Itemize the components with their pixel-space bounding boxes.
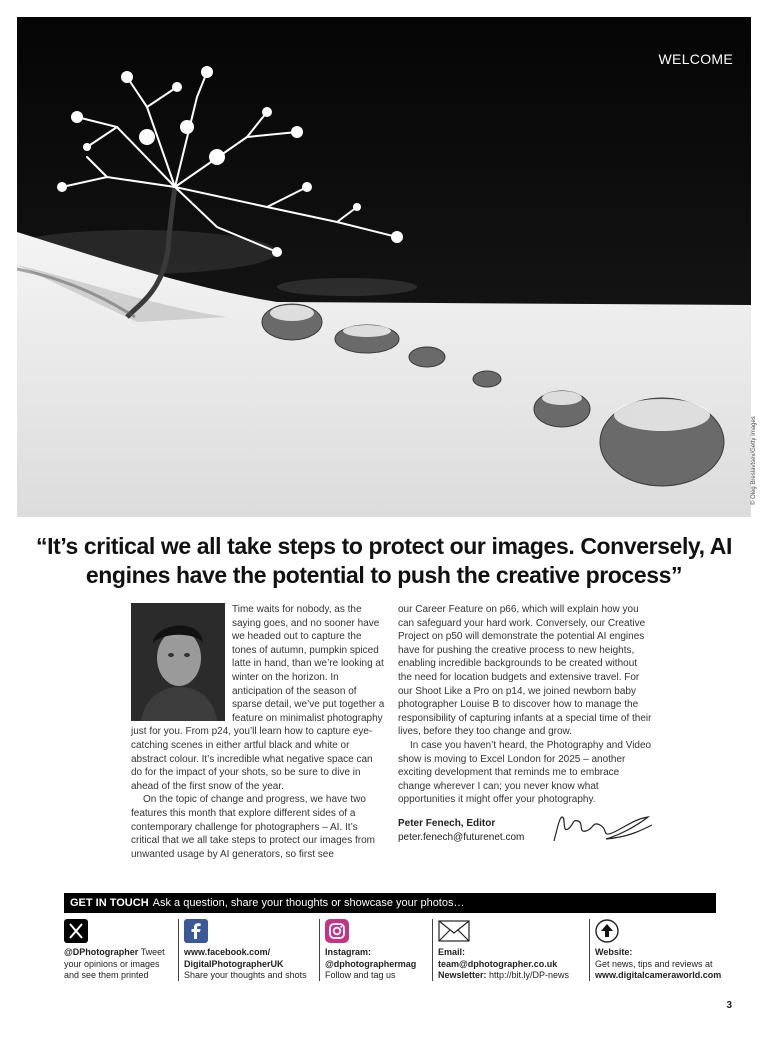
signature-icon	[548, 811, 658, 847]
instagram-icon	[325, 919, 425, 945]
article-paragraph: In case you haven’t heard, the Photography and Video show is moving to Excel London for 2025 – another exciting development that reminds me to embrace change wherever I can; you never know what opportunities it might offer your photography.	[398, 739, 652, 806]
section-label: WELCOME	[658, 51, 733, 67]
editor-email[interactable]: peter.fenech@futurenet.com	[398, 831, 525, 843]
divider	[178, 919, 179, 981]
photo-credit: © Oleg Breslavtsev/Getty Images	[751, 416, 757, 505]
website-text: Get news, tips and reviews at	[595, 958, 713, 969]
instagram-text: Follow and tag us	[325, 970, 396, 980]
article-column-2	[398, 603, 653, 844]
divider	[319, 919, 320, 981]
x-handle: @DPhotographer	[64, 947, 139, 957]
article-paragraph: our Career Feature on p66, which will explain how you can safeguard your hard work. Conversely, our Creative Project on p50 will demonstrate the potential AI engines have for pushing the creative process to new heights, enabling incredible backgrounds to be created without the need for location budgets and extensive travel. For our Shoot Like a Pro on p14, we joined newborn baby photographer Louise B to discover how to manage the responsibility of capturing infants at a special time of their lives, before they too change and grow.	[398, 604, 652, 738]
website-url: www.digitalcameraworld.com	[595, 970, 722, 980]
email-label: Email:	[438, 947, 466, 957]
divider	[432, 919, 433, 981]
pull-quote: “It’s critical we all take steps to protect our images. Conversely, AI engines have the potential to push the creative process”	[36, 533, 732, 588]
article-paragraph: Time waits for nobody, as the saying goes, and no sooner have we headed out to capture the tones of autumn, pumpkin spiced latte in hand, than we’re looking at winter on the horizon. In anticipation of the season of sparse detail, we’ve put together a feature on minimalist photography just for you. From p24, you’ll learn how to capture eye-catching scenes in either artful black and white or abstract colour. It’s incredible what negative space can do for the impact of your shots, so be sure to dive in ahead of the first snow of the year.	[131, 604, 385, 792]
article-paragraph: On the topic of change and progress, we have two features this month that explore different sides of a contemporary challenge for photographers – AI. It’s critical that we all take steps to protect our images from unwanted usage by AI generators, so first see	[131, 794, 375, 860]
editor-signoff	[398, 817, 653, 844]
website-label: Website:	[595, 947, 633, 957]
article-column-1	[131, 603, 386, 861]
page-number: 3	[726, 1000, 732, 1011]
contact-website[interactable]	[595, 919, 723, 985]
editor-portrait	[131, 603, 225, 721]
divider	[589, 919, 590, 981]
get-in-touch-bar	[64, 893, 716, 913]
contact-email[interactable]	[438, 919, 588, 985]
facebook-text: Share your thoughts and shots	[184, 970, 307, 980]
hero-photo	[17, 17, 751, 517]
x-text: Tweet your opinions or images and see them printed	[64, 947, 165, 980]
contact-facebook[interactable]	[184, 919, 316, 985]
get-in-touch-heading: GET IN TOUCH	[70, 897, 149, 909]
x-icon	[64, 919, 174, 945]
contact-instagram[interactable]	[325, 919, 425, 985]
contact-x[interactable]	[64, 919, 174, 985]
editor-name: Peter Fenech, Editor	[398, 817, 496, 829]
winter-tree-landscape	[17, 17, 751, 517]
website-icon	[595, 919, 723, 945]
get-in-touch-subheading: Ask a question, share your thoughts or showcase your photos…	[152, 897, 465, 909]
facebook-page: DigitalPhotographerUK	[184, 958, 284, 969]
facebook-url: www.facebook.com/	[184, 947, 271, 957]
instagram-handle: @dphotographermag	[325, 958, 417, 969]
mail-icon	[438, 919, 588, 945]
facebook-icon	[184, 919, 316, 945]
instagram-label: Instagram:	[325, 947, 372, 957]
contact-row	[64, 919, 724, 985]
email-address: team@dphotographer.co.uk	[438, 958, 558, 969]
newsletter-label: Newsletter:	[438, 970, 487, 980]
newsletter-url: http://bit.ly/DP-news	[486, 970, 570, 980]
